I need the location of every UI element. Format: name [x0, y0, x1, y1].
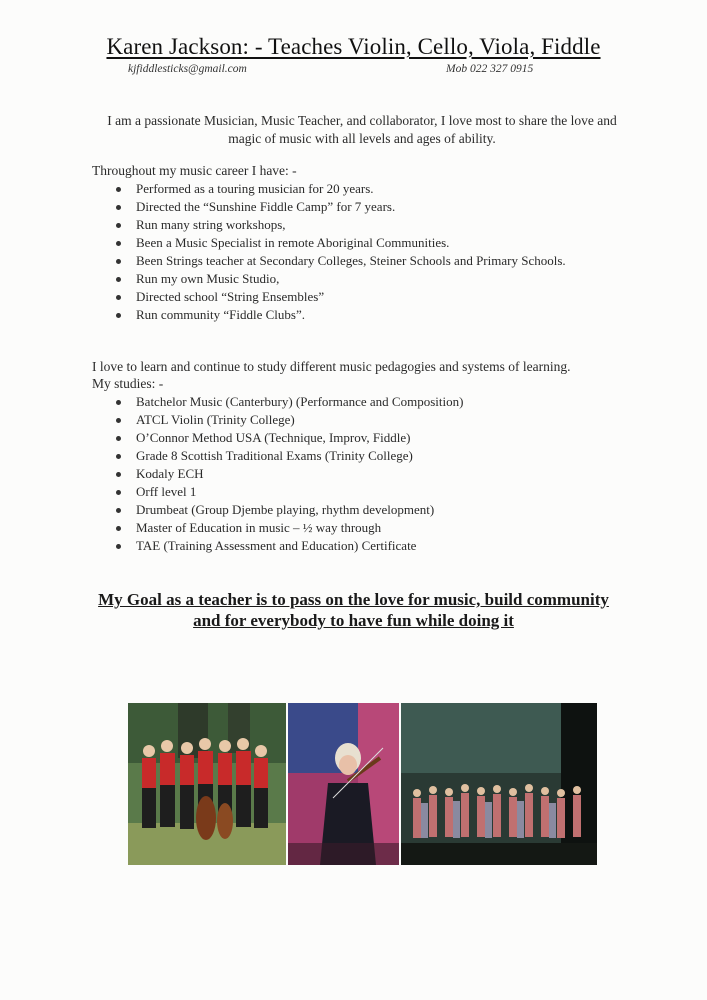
list-item: Been a Music Specialist in remote Aboriginal Communities. [116, 234, 566, 252]
list-item: Directed the “Sunshine Fiddle Camp” for 7 years. [116, 198, 566, 216]
list-item: Directed school “String Ensembles” [116, 288, 566, 306]
list-item: Orff level 1 [116, 483, 463, 501]
page-title: Karen Jackson: - Teaches Violin, Cello, Viola, Fiddle [106, 34, 601, 59]
mobile-number: Mob 022 327 0915 [446, 63, 534, 75]
list-item: Run many string workshops, [116, 216, 566, 234]
list-item: Kodaly ECH [116, 465, 463, 483]
list-item: ATCL Violin (Trinity College) [116, 411, 463, 429]
studies-list [116, 393, 463, 555]
violinist-photo [288, 703, 399, 865]
list-item: Run community “Fiddle Clubs”. [116, 306, 566, 324]
intro-paragraph: I am a passionate Musician, Music Teacher, and collaborator, I love most to share the love and magic of music with all levels and ages of ability. [107, 113, 617, 146]
studies-subhead: My studies: - [92, 376, 164, 391]
list-item: TAE (Training Assessment and Education) Certificate [116, 537, 463, 555]
stage-group-photo [401, 703, 597, 865]
list-item: Drumbeat (Group Djembe playing, rhythm development) [116, 501, 463, 519]
list-item: Been Strings teacher at Secondary Colleges, Steiner Schools and Primary Schools. [116, 252, 566, 270]
goal-line-1: My Goal as a teacher is to pass on the love for music, build community [98, 590, 609, 609]
studies-lead: I love to learn and continue to study different music pedagogies and systems of learning. [92, 359, 571, 374]
career-list [116, 180, 566, 324]
ensemble-photo [128, 703, 286, 865]
list-item: Grade 8 Scottish Traditional Exams (Trinity College) [116, 447, 463, 465]
goal-line-2: and for everybody to have fun while doing it [193, 611, 514, 630]
list-item: Batchelor Music (Canterbury) (Performance and Composition) [116, 393, 463, 411]
list-item: O’Connor Method USA (Technique, Improv, Fiddle) [116, 429, 463, 447]
email-address: kjfiddlesticks@gmail.com [128, 63, 247, 75]
career-lead: Throughout my music career I have: - [92, 163, 297, 178]
goal-statement [0, 589, 707, 631]
list-item: Master of Education in music – ½ way through [116, 519, 463, 537]
list-item: Run my own Music Studio, [116, 270, 566, 288]
list-item: Performed as a touring musician for 20 years. [116, 180, 566, 198]
